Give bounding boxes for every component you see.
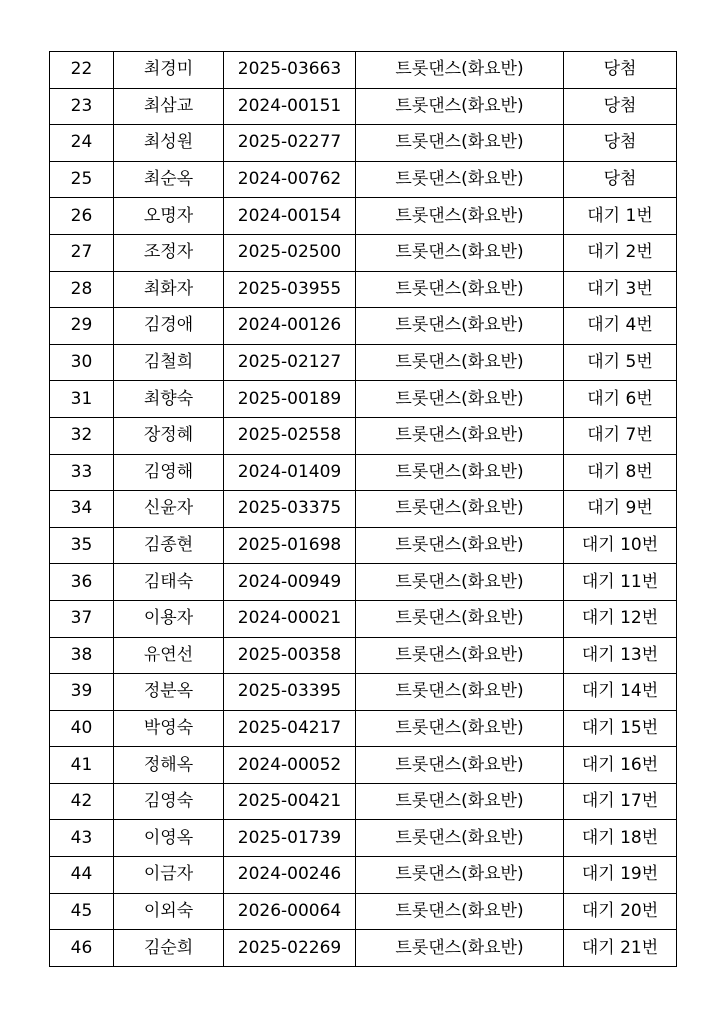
table-row	[50, 930, 677, 967]
cell-course: 트롯댄스(화요반)	[356, 308, 564, 345]
cell-course: 트롯댄스(화요반)	[356, 88, 564, 125]
cell-number: 40	[50, 710, 114, 747]
cell-name: 최경미	[114, 52, 224, 89]
cell-course: 트롯댄스(화요반)	[356, 820, 564, 857]
table-row	[50, 747, 677, 784]
cell-member-id: 2024-00154	[224, 198, 356, 235]
cell-name: 오명자	[114, 198, 224, 235]
cell-status: 당첨	[564, 125, 677, 162]
cell-member-id: 2024-00052	[224, 747, 356, 784]
cell-status: 대기 18번	[564, 820, 677, 857]
cell-number: 23	[50, 88, 114, 125]
cell-member-id: 2024-00151	[224, 88, 356, 125]
table-row	[50, 893, 677, 930]
cell-course: 트롯댄스(화요반)	[356, 344, 564, 381]
cell-name: 최순옥	[114, 161, 224, 198]
table-row	[50, 600, 677, 637]
cell-name: 이금자	[114, 857, 224, 894]
table-row	[50, 820, 677, 857]
cell-name: 최성원	[114, 125, 224, 162]
cell-number: 31	[50, 381, 114, 418]
cell-course: 트롯댄스(화요반)	[356, 125, 564, 162]
cell-member-id: 2024-00126	[224, 308, 356, 345]
table-body	[50, 52, 677, 967]
cell-name: 최화자	[114, 271, 224, 308]
cell-status: 대기 7번	[564, 417, 677, 454]
cell-name: 김철희	[114, 344, 224, 381]
cell-course: 트롯댄스(화요반)	[356, 491, 564, 528]
cell-status: 대기 11번	[564, 564, 677, 601]
cell-name: 정해옥	[114, 747, 224, 784]
cell-number: 29	[50, 308, 114, 345]
cell-name: 조정자	[114, 234, 224, 271]
cell-name: 김종현	[114, 527, 224, 564]
cell-member-id: 2025-00189	[224, 381, 356, 418]
cell-status: 대기 17번	[564, 783, 677, 820]
cell-number: 42	[50, 783, 114, 820]
cell-course: 트롯댄스(화요반)	[356, 527, 564, 564]
cell-course: 트롯댄스(화요반)	[356, 234, 564, 271]
cell-name: 최향숙	[114, 381, 224, 418]
cell-status: 대기 16번	[564, 747, 677, 784]
table-row	[50, 674, 677, 711]
cell-name: 김경애	[114, 308, 224, 345]
cell-name: 김순희	[114, 930, 224, 967]
cell-course: 트롯댄스(화요반)	[356, 381, 564, 418]
cell-course: 트롯댄스(화요반)	[356, 857, 564, 894]
table-row	[50, 491, 677, 528]
cell-course: 트롯댄스(화요반)	[356, 747, 564, 784]
table-row	[50, 857, 677, 894]
cell-status: 대기 4번	[564, 308, 677, 345]
cell-course: 트롯댄스(화요반)	[356, 161, 564, 198]
cell-member-id: 2025-03663	[224, 52, 356, 89]
cell-number: 30	[50, 344, 114, 381]
cell-course: 트롯댄스(화요반)	[356, 637, 564, 674]
table-row	[50, 52, 677, 89]
table-row	[50, 161, 677, 198]
cell-course: 트롯댄스(화요반)	[356, 783, 564, 820]
cell-number: 25	[50, 161, 114, 198]
cell-status: 대기 1번	[564, 198, 677, 235]
cell-status: 대기 10번	[564, 527, 677, 564]
cell-number: 22	[50, 52, 114, 89]
cell-status: 대기 6번	[564, 381, 677, 418]
cell-status: 대기 14번	[564, 674, 677, 711]
cell-name: 박영숙	[114, 710, 224, 747]
cell-name: 장정혜	[114, 417, 224, 454]
cell-status: 대기 2번	[564, 234, 677, 271]
table-row	[50, 198, 677, 235]
cell-status: 대기 15번	[564, 710, 677, 747]
cell-member-id: 2025-02269	[224, 930, 356, 967]
cell-number: 33	[50, 454, 114, 491]
cell-name: 정분옥	[114, 674, 224, 711]
cell-number: 38	[50, 637, 114, 674]
cell-number: 27	[50, 234, 114, 271]
cell-course: 트롯댄스(화요반)	[356, 600, 564, 637]
cell-status: 대기 8번	[564, 454, 677, 491]
table-row	[50, 271, 677, 308]
cell-name: 이용자	[114, 600, 224, 637]
cell-member-id: 2025-02127	[224, 344, 356, 381]
cell-member-id: 2024-00762	[224, 161, 356, 198]
cell-course: 트롯댄스(화요반)	[356, 454, 564, 491]
cell-course: 트롯댄스(화요반)	[356, 930, 564, 967]
cell-course: 트롯댄스(화요반)	[356, 564, 564, 601]
table-row	[50, 564, 677, 601]
table-row	[50, 637, 677, 674]
cell-number: 45	[50, 893, 114, 930]
cell-course: 트롯댄스(화요반)	[356, 52, 564, 89]
cell-member-id: 2025-00421	[224, 783, 356, 820]
cell-number: 46	[50, 930, 114, 967]
cell-number: 36	[50, 564, 114, 601]
cell-name: 김영해	[114, 454, 224, 491]
cell-member-id: 2025-01698	[224, 527, 356, 564]
table-row	[50, 417, 677, 454]
cell-name: 김영숙	[114, 783, 224, 820]
table-row	[50, 88, 677, 125]
cell-course: 트롯댄스(화요반)	[356, 417, 564, 454]
table-row	[50, 308, 677, 345]
table-row	[50, 710, 677, 747]
cell-member-id: 2024-00949	[224, 564, 356, 601]
table-row	[50, 527, 677, 564]
cell-member-id: 2025-02277	[224, 125, 356, 162]
cell-member-id: 2025-03955	[224, 271, 356, 308]
cell-member-id: 2024-00246	[224, 857, 356, 894]
cell-number: 34	[50, 491, 114, 528]
cell-number: 43	[50, 820, 114, 857]
cell-name: 이외숙	[114, 893, 224, 930]
table-row	[50, 125, 677, 162]
cell-number: 32	[50, 417, 114, 454]
cell-number: 41	[50, 747, 114, 784]
cell-number: 37	[50, 600, 114, 637]
cell-member-id: 2024-00021	[224, 600, 356, 637]
cell-number: 44	[50, 857, 114, 894]
cell-member-id: 2025-00358	[224, 637, 356, 674]
table-row	[50, 783, 677, 820]
cell-status: 대기 12번	[564, 600, 677, 637]
cell-course: 트롯댄스(화요반)	[356, 710, 564, 747]
cell-name: 유연선	[114, 637, 224, 674]
cell-status: 대기 9번	[564, 491, 677, 528]
cell-member-id: 2025-03395	[224, 674, 356, 711]
cell-status: 당첨	[564, 88, 677, 125]
cell-member-id: 2025-03375	[224, 491, 356, 528]
cell-status: 당첨	[564, 52, 677, 89]
table-row	[50, 234, 677, 271]
cell-status: 대기 20번	[564, 893, 677, 930]
cell-name: 신윤자	[114, 491, 224, 528]
table-row	[50, 454, 677, 491]
cell-status: 대기 13번	[564, 637, 677, 674]
cell-number: 35	[50, 527, 114, 564]
cell-number: 26	[50, 198, 114, 235]
cell-name: 이영옥	[114, 820, 224, 857]
cell-name: 김태숙	[114, 564, 224, 601]
cell-course: 트롯댄스(화요반)	[356, 271, 564, 308]
cell-status: 당첨	[564, 161, 677, 198]
cell-course: 트롯댄스(화요반)	[356, 674, 564, 711]
cell-member-id: 2025-02558	[224, 417, 356, 454]
cell-status: 대기 5번	[564, 344, 677, 381]
cell-name: 최삼교	[114, 88, 224, 125]
cell-number: 24	[50, 125, 114, 162]
cell-number: 39	[50, 674, 114, 711]
cell-status: 대기 3번	[564, 271, 677, 308]
lottery-result-table	[49, 51, 677, 967]
cell-member-id: 2026-00064	[224, 893, 356, 930]
cell-member-id: 2025-04217	[224, 710, 356, 747]
cell-status: 대기 21번	[564, 930, 677, 967]
table-row	[50, 344, 677, 381]
cell-course: 트롯댄스(화요반)	[356, 893, 564, 930]
cell-number: 28	[50, 271, 114, 308]
table-row	[50, 381, 677, 418]
cell-course: 트롯댄스(화요반)	[356, 198, 564, 235]
document-page	[49, 51, 676, 967]
cell-member-id: 2024-01409	[224, 454, 356, 491]
cell-member-id: 2025-01739	[224, 820, 356, 857]
cell-status: 대기 19번	[564, 857, 677, 894]
cell-member-id: 2025-02500	[224, 234, 356, 271]
